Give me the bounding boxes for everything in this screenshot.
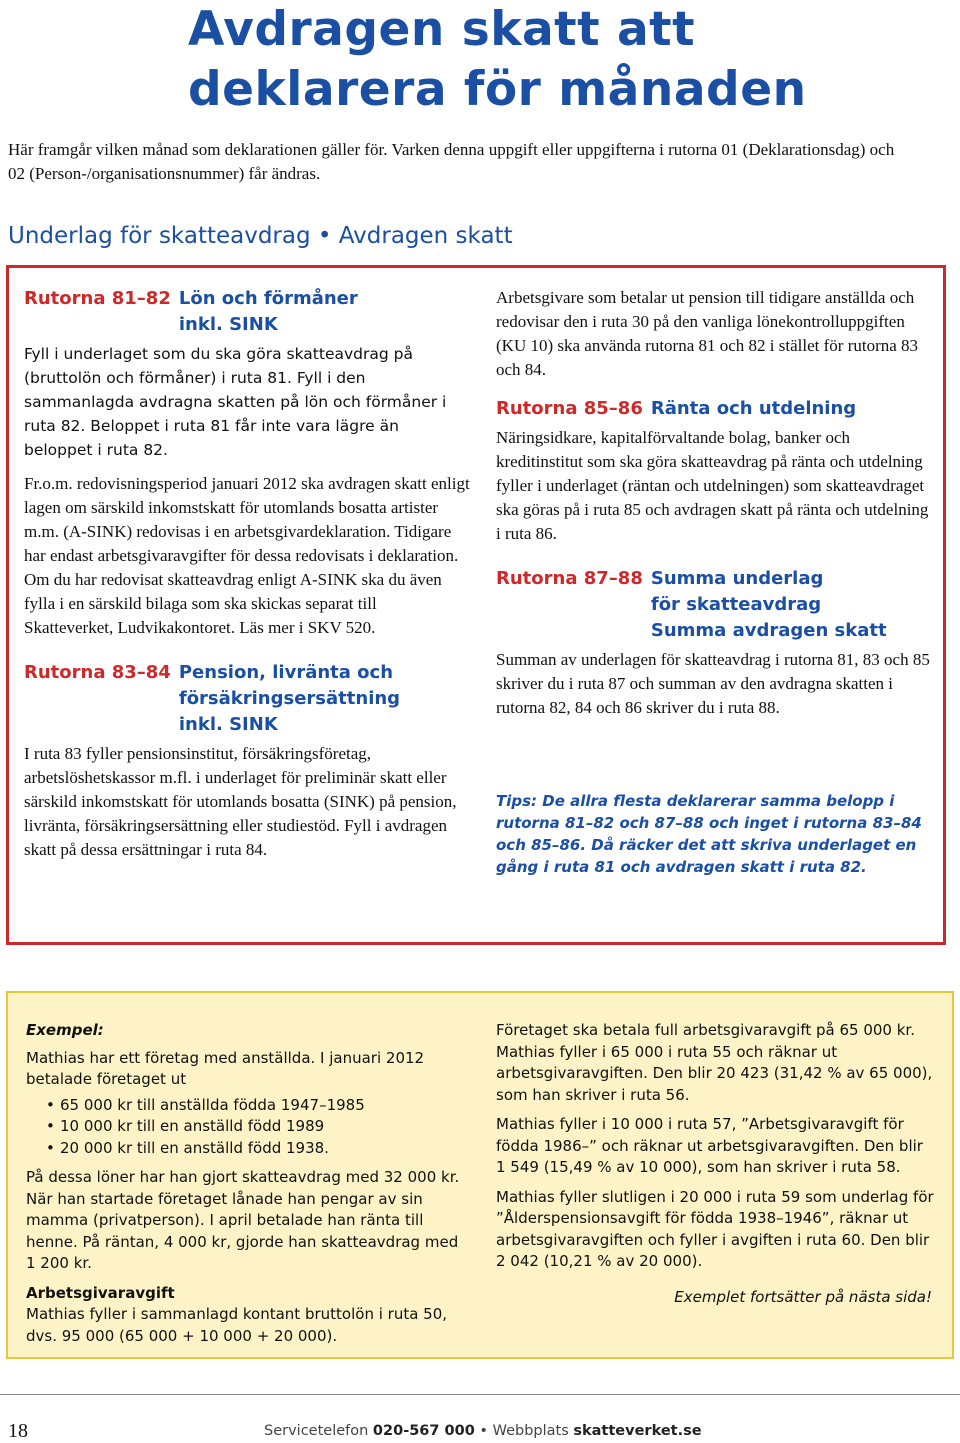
section-title: Ränta och utdelning: [650, 398, 857, 419]
section-title-line3: Summa avdragen skatt: [650, 620, 887, 641]
example-paragraph-2: På dessa löner har han gjort skatteavdrag med 32 000 kr. När han startade företaget lånade han pengar av sin mamma (privatperson). I april betalade han ränta till henne. På räntan, 4 000 kr, gjorde han skatteavdrag med 1 200 kr.: [26, 1168, 460, 1272]
section-81-82-heading: [24, 286, 470, 338]
example-right-column: [496, 1020, 936, 1316]
example-right-paragraph-3: Mathias fyller slutligen i 20 000 i ruta 59 som underlag för ”Ålderspensionsavgift för födda 1938–1946”, räknar ut arbetsgivaravgiften och fyller i avgiften i ruta 60. Den blir 2 042 (10,21 % av 20 000).: [496, 1187, 934, 1270]
section-81-82-paragraph-1: Fyll i underlaget som du ska göra skatteavdrag på (bruttolön och förmåner) i ruta 81. Fyll i den sammanlagda avdragna skatten på lön och förmåner i ruta 82. Beloppet i ruta 81 får inte vara lägre än beloppet i ruta 82.: [24, 345, 447, 459]
separator-bullet: •: [479, 1423, 493, 1439]
example-continued-note: Exemplet fortsätter på nästa sida!: [674, 1287, 932, 1306]
section-85-86-paragraph: Näringsidkare, kapitalförvaltande bolag, banker och kreditinstitut som ska göra skatteavdrag på ränta och utdelning fyller i underlaget (räntan och utdelningen) som skatteavdraget ska göras på i ruta 85 och avdragen skatt på ränta och utdelning i ruta 86.: [496, 428, 929, 543]
left-column: [24, 286, 470, 872]
section-85-86-heading: [496, 396, 936, 422]
section-number: Rutorna 87–88: [496, 568, 643, 589]
section-83-84-paragraph: I ruta 83 fyller pensionsinstitut, försäkringsföretag, arbetslöshetskassor m.fl. i underlaget för preliminär skatt eller särskild inkomstskatt för utomlands bosatta (SINK) på pension, livränta, försäkringsersättning eller studiestöd. Fyll i avdragen skatt på dessa ersättningar i ruta 84.: [24, 744, 457, 859]
section-83-84-heading: [24, 660, 470, 738]
web-label: Webbplats: [492, 1423, 569, 1439]
section-title-line2: för skatteavdrag: [650, 594, 822, 615]
pension-paragraph: Arbetsgivare som betalar ut pension till tidigare anställda och redovisar den i ruta 30 på den vanliga lönekontrolluppgiften (KU 10) ska använda rutorna 81 och 82 i stället för rutorna 83 och 84.: [496, 288, 919, 379]
section-title: Pension, livränta och: [178, 662, 394, 683]
intro-text: Här framgår vilken månad som deklarationen gäller för. Varken denna uppgift eller uppgifterna i rutorna 01 (Deklarationsdag) och 02 (Person-/organisationsnummer) får ändras.: [8, 140, 895, 183]
list-item: • 65 000 kr till anställda födda 1947–1985: [46, 1095, 466, 1117]
tips-label: Tips:: [496, 792, 538, 810]
phone-label: Servicetelefon: [264, 1423, 369, 1439]
tips-note: [496, 790, 936, 878]
page-number: 18: [8, 1420, 28, 1442]
footer-contact: [264, 1423, 702, 1439]
section-title: Summa underlag: [650, 568, 824, 589]
section-title-line2: inkl. SINK: [178, 314, 278, 335]
footer-divider: [0, 1394, 960, 1395]
section-81-82-paragraph-2: Fr.o.m. redovisningsperiod januari 2012 ska avdragen skatt enligt lagen om särskild inkomstskatt för utomlands bosatta artister m.m. (A-SINK) redovisas i en arbetsgivardeklaration. Tidigare har endast arbetsgivaravgifter för dessa redovisats i deklaration. Om du har redovisat skatteavdrag enligt A-SINK ska du även fylla i en särskild bilaga som ska skickas separat till Skatteverket, Ludvikakontoret. Läs mer i SKV 520.: [24, 474, 470, 637]
section-87-88-heading: [496, 566, 936, 644]
section-number: Rutorna 85–86: [496, 398, 643, 419]
example-subheading: Arbetsgivaravgift: [26, 1283, 175, 1302]
section-number: Rutorna 81–82: [24, 288, 171, 309]
list-item: • 20 000 kr till en anställd född 1938.: [46, 1138, 466, 1160]
example-label: Exempel:: [26, 1021, 104, 1039]
page-title: Avdragen skatt att deklarera för månaden: [188, 2, 807, 117]
phone-number: 020-567 000: [372, 1423, 475, 1439]
section-title-line2: försäkringsersättning: [178, 688, 401, 709]
list-item: • 10 000 kr till en anställd född 1989: [46, 1116, 466, 1138]
website-link[interactable]: skatteverket.se: [573, 1423, 702, 1439]
example-paragraph-3: Mathias fyller i sammanlagd kontant bruttolön i ruta 50, dvs. 95 000 (65 000 + 10 000 + 20 000).: [26, 1305, 448, 1345]
section-title-line3: inkl. SINK: [178, 714, 278, 735]
example-right-paragraph-1: Företaget ska betala full arbetsgivaravgift på 65 000 kr. Mathias fyller i 65 000 i ruta 55 och räknar ut arbetsgivaravgiften. Den blir 20 423 (31,42 % av 65 000), som han skriver i ruta 56.: [496, 1021, 933, 1104]
right-column: [496, 286, 936, 878]
section-87-88-paragraph: Summan av underlagen för skatteavdrag i rutorna 81, 83 och 85 skriver du i ruta 87 och summan av den avdragna skatten i rutorna 82, 84 och 86 skriver du i ruta 88.: [496, 650, 930, 717]
section-number: Rutorna 83–84: [24, 662, 171, 683]
tips-text: De allra flesta deklarerar samma belopp i rutorna 81–82 och 87–88 och inget i rutorna 83–84 och 85–86. Då räcker det att skriva underlaget en gång i ruta 81 och avdragen skatt i ruta 82.: [496, 792, 922, 876]
example-paragraph-1: Mathias har ett företag med anställda. I januari 2012 betalade företaget ut: [26, 1048, 425, 1088]
example-right-paragraph-2: Mathias fyller i 10 000 i ruta 57, ”Arbetsgivaravgift för födda 1986–” och räknar ut arbetsgivaravgiften. Den blir 1 549 (15,49 % av 10 000), som han skriver i ruta 58.: [496, 1115, 923, 1176]
example-payment-list: [26, 1095, 466, 1160]
section-title: Lön och förmåner: [178, 288, 358, 309]
example-left-column: [26, 1020, 466, 1355]
section-heading: Underlag för skatteavdrag • Avdragen skatt: [8, 223, 513, 249]
